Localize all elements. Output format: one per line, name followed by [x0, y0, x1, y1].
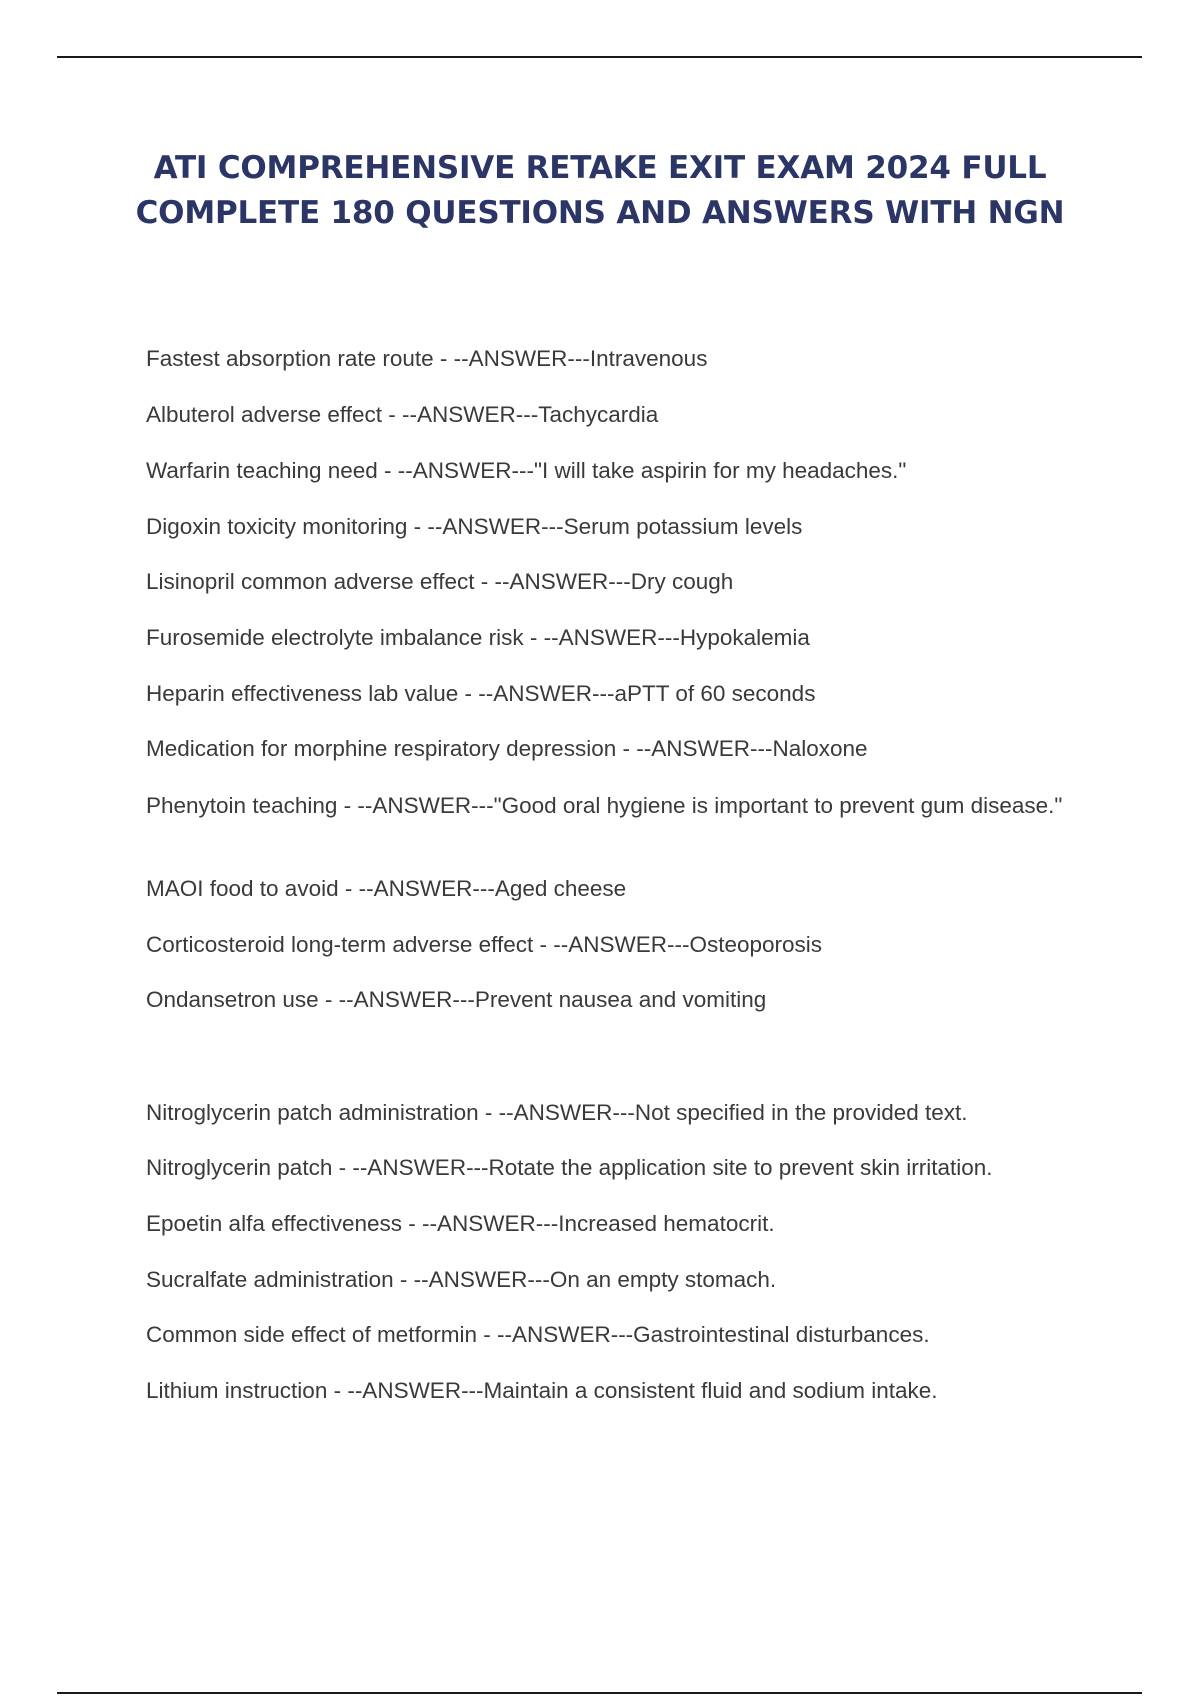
qa-item: Furosemide electrolyte imbalance risk - --ANSWER---Hypokalemia [146, 625, 810, 650]
qa-item: Medication for morphine respiratory depression - --ANSWER---Naloxone [146, 736, 868, 761]
title-line-1: ATI COMPREHENSIVE RETAKE EXIT EXAM 2024 FULL [153, 150, 1047, 186]
qa-item: Common side effect of metformin - --ANSWER---Gastrointestinal disturbances. [146, 1322, 930, 1347]
qa-item: Epoetin alfa effectiveness - --ANSWER---Increased hematocrit. [146, 1211, 775, 1236]
qa-item: Nitroglycerin patch administration - --ANSWER---Not specified in the provided text. [146, 1100, 968, 1125]
qa-item: Lithium instruction - --ANSWER---Maintain a consistent fluid and sodium intake. [146, 1378, 938, 1403]
qa-item: Fastest absorption rate route - --ANSWER---Intravenous [146, 346, 708, 371]
qa-item: Heparin effectiveness lab value - --ANSWER---aPTT of 60 seconds [146, 681, 816, 706]
qa-item: MAOI food to avoid - --ANSWER---Aged cheese [146, 876, 627, 901]
title-line-2: COMPLETE 180 QUESTIONS AND ANSWERS WITH NGN [135, 195, 1065, 231]
qa-item: Sucralfate administration - --ANSWER---On an empty stomach. [146, 1267, 777, 1292]
top-divider [57, 56, 1142, 58]
qa-item: Nitroglycerin patch - --ANSWER---Rotate the application site to prevent skin irritation. [146, 1155, 993, 1180]
page-title [0, 146, 1200, 236]
qa-item: Phenytoin teaching - --ANSWER---"Good oral hygiene is important to prevent gum disease." [146, 793, 1063, 818]
bottom-divider [57, 1692, 1142, 1694]
qa-item: Lisinopril common adverse effect - --ANSWER---Dry cough [146, 569, 734, 594]
qa-item: Ondansetron use - --ANSWER---Prevent nausea and vomiting [146, 987, 767, 1012]
qa-item: Corticosteroid long-term adverse effect - --ANSWER---Osteoporosis [146, 932, 823, 957]
qa-item: Warfarin teaching need - --ANSWER---"I will take aspirin for my headaches." [146, 458, 907, 483]
qa-item: Digoxin toxicity monitoring - --ANSWER---Serum potassium levels [146, 514, 803, 539]
qa-item: Albuterol adverse effect - --ANSWER---Tachycardia [146, 402, 659, 427]
